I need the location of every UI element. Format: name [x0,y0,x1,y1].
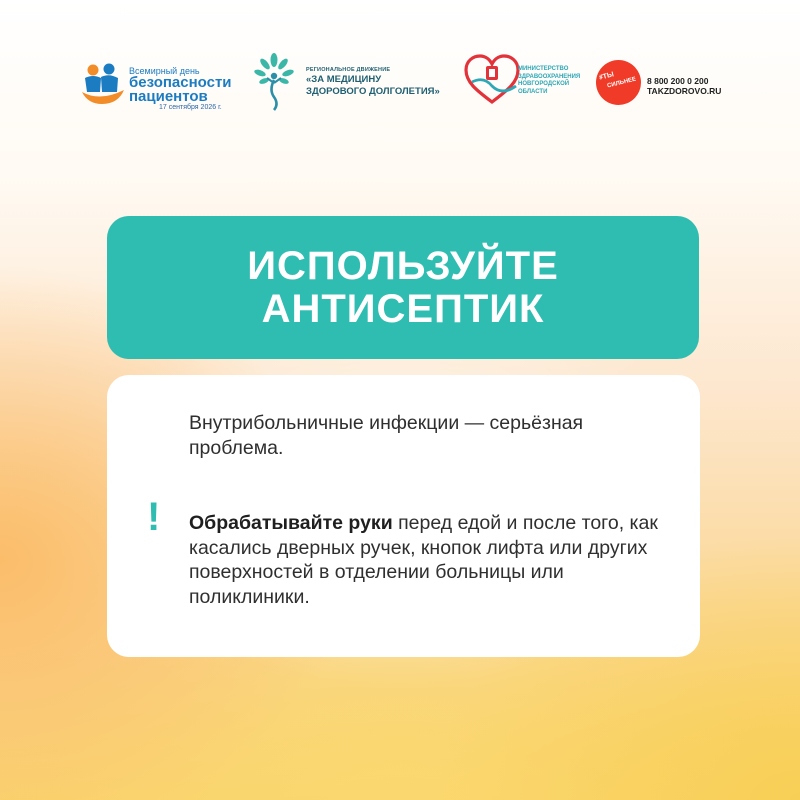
takzdorovo-logo [596,48,726,118]
tree-of-life-icon [252,50,296,112]
partner-logos [0,48,800,118]
world-day-line2: безопасности [129,74,232,91]
info-card [107,375,700,657]
takzdorovo-word: СИЛЬНЕЕ [606,76,637,90]
medicine-line1: «ЗА МЕДИЦИНУ [306,74,382,85]
ministry-line4: ОБЛАСТИ [518,88,548,95]
takzdorovo-phone: 8 800 200 0 200 [647,76,709,86]
medicine-movement-logo [250,48,450,118]
world-day-line3: пациентов [129,88,208,105]
medicine-line2: ЗДОРОВОГО ДОЛГОЛЕТИЯ» [306,85,440,97]
takzdorovo-tag: #ТЫ [598,71,615,82]
heart-emblem-icon [462,52,522,108]
world-day-date: 17 сентября 2026 г. [159,104,222,111]
advice-text [189,511,669,609]
takzdorovo-site: TAKZDOROVO.RU [647,86,722,96]
medicine-caption: РЕГИОНАЛЬНОЕ ДВИЖЕНИЕ [306,67,391,73]
title-banner [107,216,699,359]
ministry-line3: НОВГОРОДСКОЙ [518,81,570,87]
ministry-line2: ЗДРАВООХРАНЕНИЯ [518,73,581,80]
advice-bold: Обрабатывайте руки [189,512,393,534]
advice-rest: перед едой и после того, как касались дверных ручек, кнопок лифта или других поверхностей в отделении больницы или поликлиники. [189,512,658,608]
world-patient-safety-day-logo [80,48,240,118]
exclamation-icon: ! [147,495,161,539]
intro-text: Внутрибольничные инфекции — серьёзная проблема. [189,412,584,459]
patients-care-icon [80,62,126,106]
title-line-2: АНТИСЕПТИК [261,286,545,331]
world-day-line1: Всемирный день [129,66,200,76]
title-line-1: ИСПОЛЬЗУЙТЕ [247,243,559,288]
ministry-line1: МИНИСТЕРСТВО [518,66,569,72]
ministry-health-logo [462,48,582,118]
